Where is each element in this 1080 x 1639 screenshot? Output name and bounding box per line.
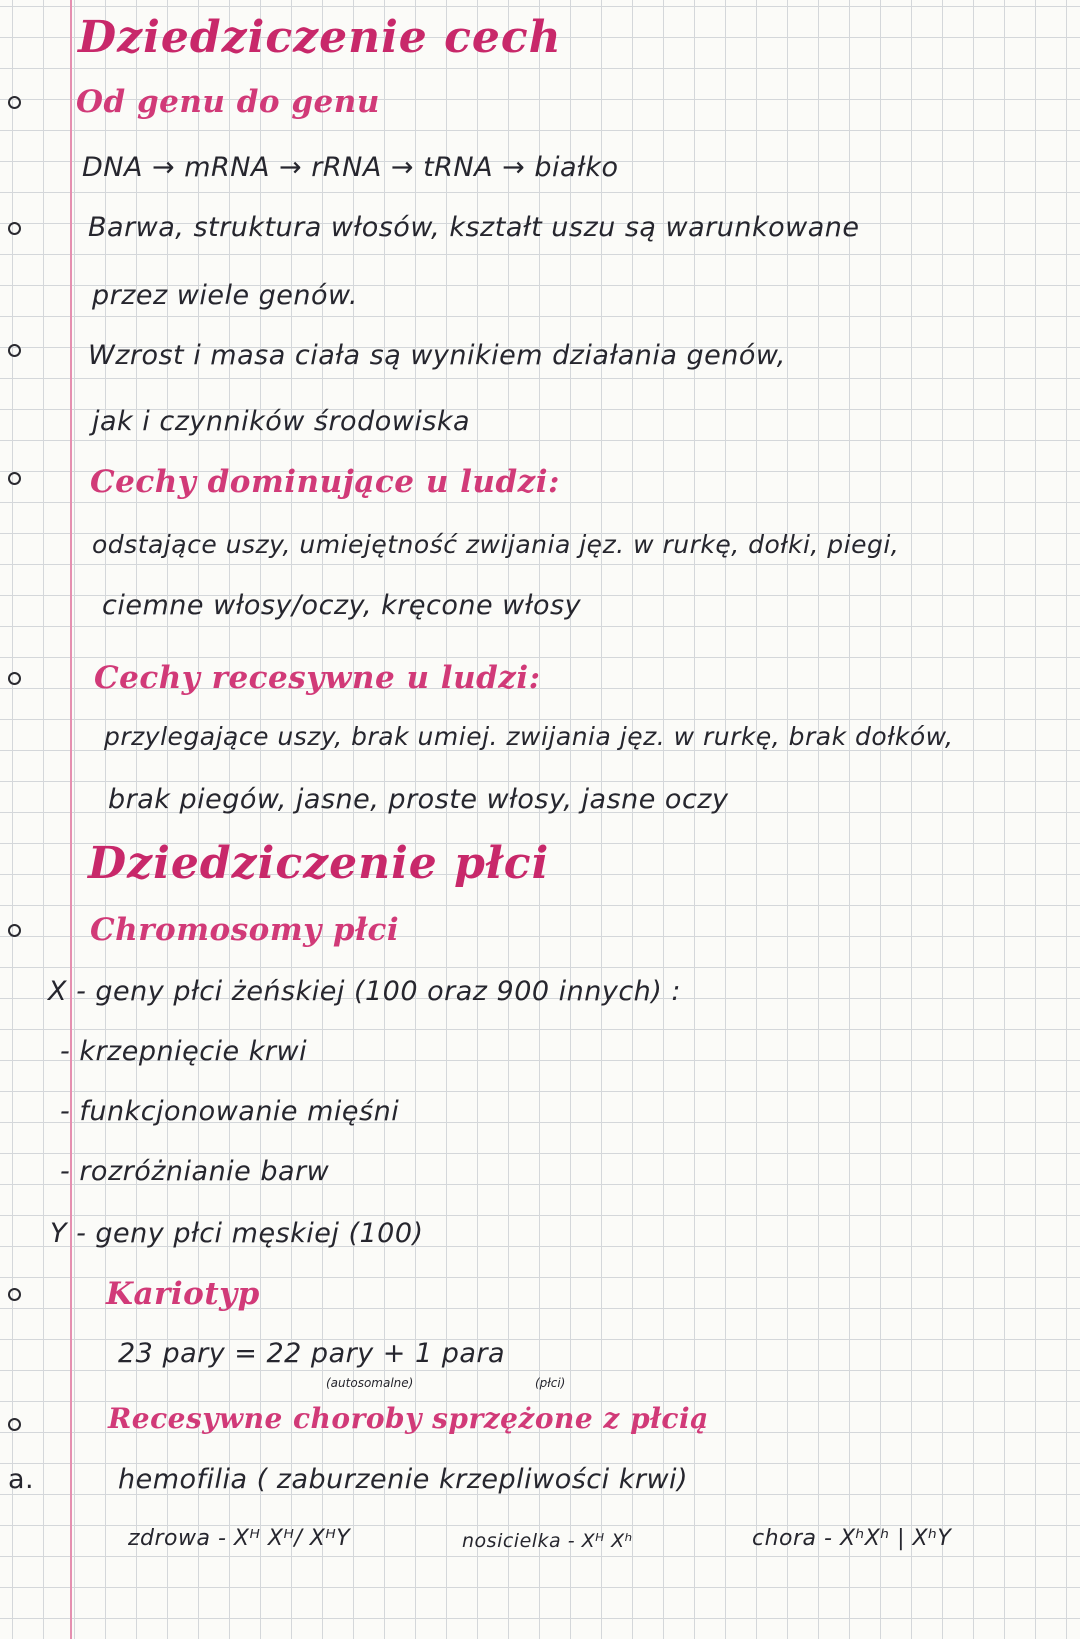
gene-flow-text: DNA → mRNA → rRNA → tRNA → białko (82, 152, 619, 183)
karyotype-note-sex: (płci) (535, 1376, 566, 1390)
traits-line-1: Barwa, struktura włosów, kształt uszu są warunkowane (88, 212, 860, 243)
dominant-line-1: odstające uszy, umiejętność zwijania jęz. w rurkę, dołki, piegi, (92, 530, 900, 559)
traits-line-4: jak i czynników środowiska (92, 406, 471, 437)
bullet-icon (8, 672, 21, 685)
recessive-line-2: brak piegów, jasne, proste włosy, jasne oczy (108, 784, 729, 815)
margin-line (70, 0, 72, 1639)
x-chromosome-line: X - geny płci żeńskiej (100 oraz 900 innych) : (48, 976, 682, 1007)
item-label-a: a. (8, 1464, 35, 1495)
bullet-icon (8, 344, 21, 357)
dominant-line-2: ciemne włosy/oczy, kręcone włosy (102, 590, 582, 621)
genotype-carrier: nosicielka - Xᴴ Xʰ (462, 1530, 633, 1552)
genotype-healthy: zdrowa - Xᴴ Xᴴ/ XᴴY (128, 1526, 351, 1551)
y-chromosome-line: Y - geny płci męskiej (100) (50, 1218, 424, 1249)
page-title-traits: Dziedziczenie cech (78, 12, 562, 63)
section-heading-gene: Od genu do genu (76, 84, 380, 120)
x-item-colors: - rozróżnianie barw (60, 1156, 330, 1187)
bullet-icon (8, 96, 21, 109)
bullet-icon (8, 1418, 21, 1431)
x-item-muscles: - funkcjonowanie mięśni (60, 1096, 400, 1127)
bullet-icon (8, 472, 21, 485)
hemophilia-line: hemofilia ( zaburzenie krzepliwości krwi) (118, 1464, 689, 1495)
traits-line-2: przez wiele genów. (92, 280, 358, 311)
bullet-icon (8, 1288, 21, 1301)
section-heading-recessive: Cechy recesywne u ludzi: (94, 660, 541, 696)
section-heading-sexlinked: Recesywne choroby sprzężone z płcią (108, 1402, 709, 1435)
karyotype-equation: 23 pary = 22 pary + 1 para (118, 1338, 506, 1369)
section-heading-chromosomes: Chromosomy płci (90, 912, 400, 948)
section-heading-dominant: Cechy dominujące u ludzi: (90, 464, 560, 500)
x-item-clotting: - krzepnięcie krwi (60, 1036, 308, 1067)
karyotype-note-autosomal: (autosomalne) (326, 1376, 414, 1390)
bullet-icon (8, 222, 21, 235)
bullet-icon (8, 924, 21, 937)
section-heading-karyotype: Kariotyp (106, 1276, 260, 1312)
recessive-line-1: przylegające uszy, brak umiej. zwijania jęz. w rurkę, brak dołków, (104, 722, 954, 751)
traits-line-3: Wzrost i masa ciała są wynikiem działania genów, (88, 340, 786, 371)
genotype-sick: chora - XʰXʰ | XʰY (752, 1526, 952, 1551)
page-title-sex: Dziedziczenie płci (88, 838, 550, 889)
